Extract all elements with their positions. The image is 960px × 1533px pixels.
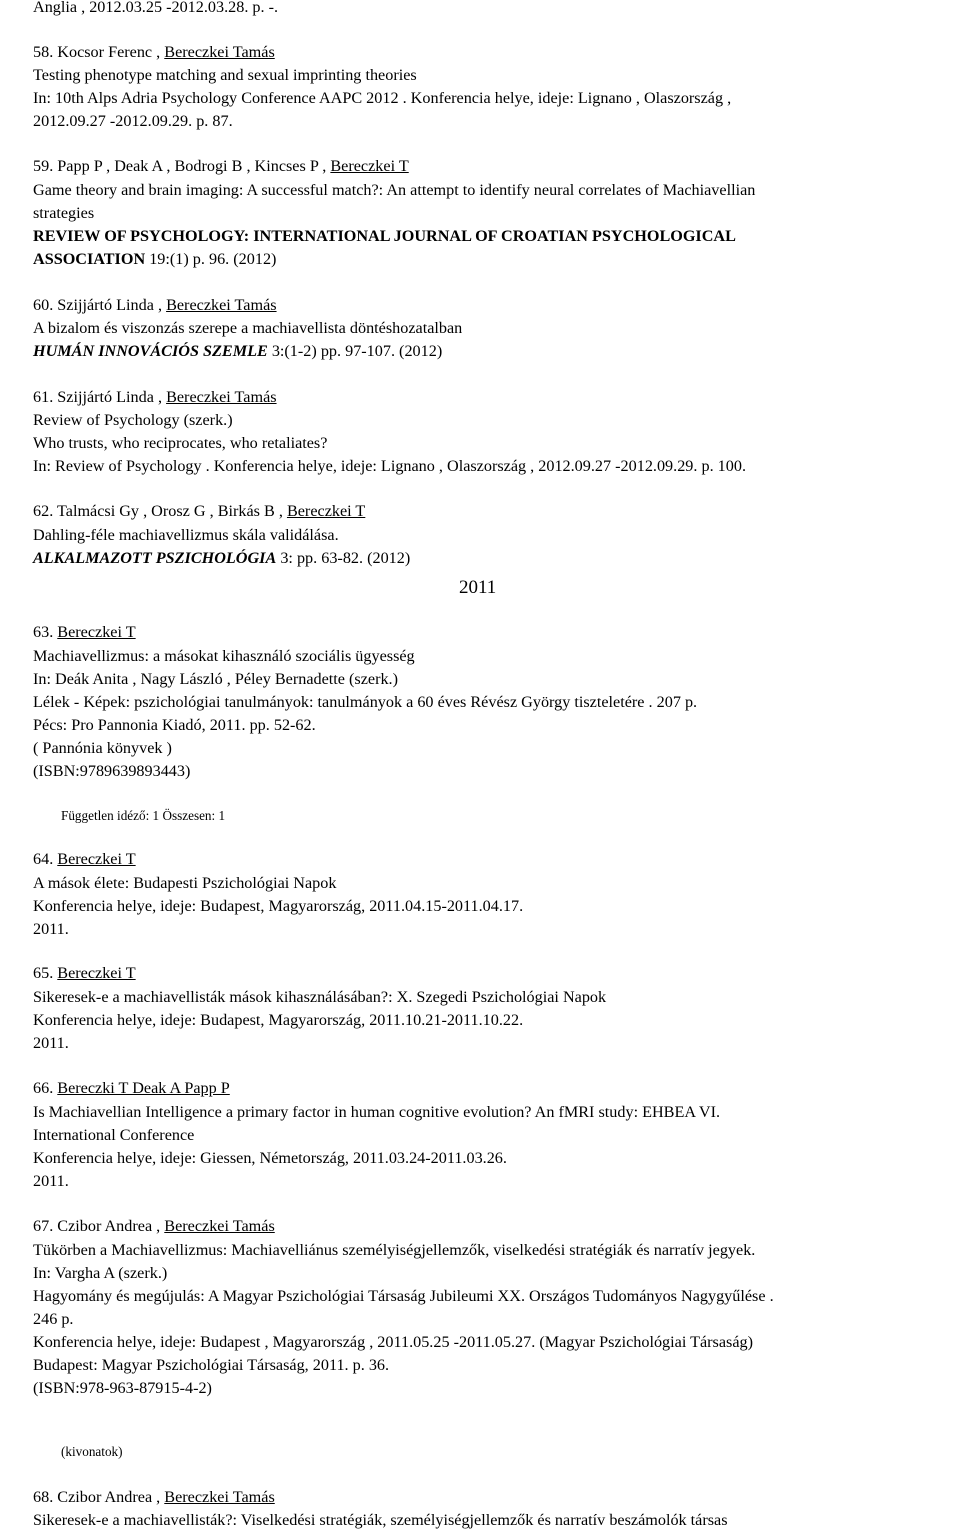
journal-name: HUMÁN INNOVÁCIÓS SZEMLE (33, 342, 268, 360)
entry-59-header (33, 155, 409, 177)
author-list: Kocsor Ferenc , (57, 43, 161, 61)
author-link[interactable]: Bereczkei T (57, 623, 136, 641)
entry-number: 62. (33, 502, 54, 520)
entry-number: 68. (33, 1488, 54, 1506)
entry-65-year: 2011. (33, 1034, 69, 1052)
entry-number: 58. (33, 43, 54, 61)
entry-61-header (33, 386, 277, 408)
entry-65-venue: Konferencia helye, ideje: Budapest, Magyarország, 2011.10.21-2011.10.22. (33, 1011, 524, 1029)
author-link[interactable]: Bereczkei T (57, 850, 136, 868)
entry-number: 66. (33, 1079, 54, 1097)
author-list: Szijjártó Linda , (57, 296, 163, 314)
entry-67-editors: In: Vargha A (szerk.) (33, 1264, 168, 1282)
author-link[interactable]: Bereczkei T (286, 502, 366, 520)
author-link[interactable]: Bereczkei Tamás (164, 1217, 275, 1235)
entry-59-title-cont: strategies (33, 204, 95, 222)
entry-67-venue: Konferencia helye, ideje: Budapest , Magyarország , 2011.05.25 -2011.05.27. (Magyar Pszichológiai Társaság) (33, 1333, 753, 1351)
entry-67-book: Hagyomány és megújulás: A Magyar Pszichológiai Társaság Jubileumi XX. Országos Tudományos Nagygyűlése . (33, 1287, 774, 1305)
entry-60-journal (33, 340, 442, 362)
entry-66-venue: Konferencia helye, ideje: Giessen, Németország, 2011.03.24-2011.03.26. (33, 1149, 507, 1167)
entry-67-title: Tükörben a Machiavellizmus: Machiavelliánus személyiségjellemzők, viselkedési stratégiák és narratív jegyek. (33, 1241, 756, 1259)
entry-59-journal: REVIEW OF PSYCHOLOGY: INTERNATIONAL JOURNAL OF CROATIAN PSYCHOLOGICAL (33, 227, 736, 245)
entry-58-title: Testing phenotype matching and sexual imprinting theories (33, 66, 417, 84)
entry-67-book-cont: 246 p. (33, 1310, 74, 1328)
author-link[interactable]: Bereczkei T (57, 964, 136, 982)
author-list: Talmácsi Gy , Orosz G , Birkás B , (57, 502, 283, 520)
journal-details: 3: pp. 63-82. (2012) (280, 549, 411, 567)
entry-62-header (33, 500, 365, 522)
continued-venue-line: Anglia , 2012.03.25 -2012.03.28. p. -. (33, 0, 279, 16)
entry-63-book: Lélek - Képek: pszichológiai tanulmányok: tanulmányok a 60 éves Révész György tiszteletére . 207 p. (33, 693, 698, 711)
author-list: Czibor Andrea , (57, 1217, 161, 1235)
journal-name: ALKALMAZOTT PSZICHOLÓGIA (33, 549, 277, 567)
entry-63-isbn: (ISBN:9789639893443) (33, 762, 191, 780)
entry-number: 59. (33, 157, 54, 175)
entry-63-title: Machiavellizmus: a másokat kihasználó szociális ügyesség (33, 647, 415, 665)
entry-64-title: A mások élete: Budapesti Pszichológiai Napok (33, 874, 337, 892)
author-list: Papp P , Deak A , Bodrogi B , Kincses P , (57, 157, 327, 175)
entry-59-title: Game theory and brain imaging: A successful match?: An attempt to identify neural correlates of Machiavellian (33, 181, 756, 199)
entry-65-title: Sikeresek-e a machiavellisták mások kihasználásában?: X. Szegedi Pszichológiai Napok (33, 988, 607, 1006)
entry-number: 60. (33, 296, 54, 314)
entry-60-title: A bizalom és viszonzás szerepe a machiavellista döntéshozatalban (33, 319, 463, 337)
entry-63-citations: Független idéző: 1 Összesen: 1 (61, 808, 226, 823)
entry-66-header (33, 1077, 230, 1099)
entry-66-title-cont: International Conference (33, 1126, 195, 1144)
entry-68-header (33, 1486, 275, 1508)
journal-name: ASSOCIATION (33, 250, 146, 268)
entry-68-title: Sikeresek-e a machiavellisták?: Viselkedési stratégiák, személyiségjellemzők és narratív beszámolók társas (33, 1511, 728, 1529)
entry-67-note: (kivonatok) (61, 1444, 123, 1459)
entry-64-year: 2011. (33, 920, 69, 938)
entry-58-header (33, 41, 275, 63)
entry-65-header (33, 962, 136, 984)
journal-details: 19:(1) p. 96. (2012) (149, 250, 277, 268)
author-list: Czibor Andrea , (57, 1488, 161, 1506)
entry-63-header (33, 621, 136, 643)
entry-number: 67. (33, 1217, 54, 1235)
entry-64-venue: Konferencia helye, ideje: Budapest, Magyarország, 2011.04.15-2011.04.17. (33, 897, 524, 915)
entry-60-header (33, 294, 277, 316)
entry-58-venue-cont: 2012.09.27 -2012.09.29. p. 87. (33, 112, 233, 130)
entry-58-venue: In: 10th Alps Adria Psychology Conference AAPC 2012 . Konferencia helye, ideje: Lignano , Olaszország , (33, 89, 732, 107)
author-list: Szijjártó Linda , (57, 388, 163, 406)
entry-61-title: Who trusts, who reciprocates, who retaliates? (33, 434, 328, 452)
journal-details: 3:(1-2) pp. 97-107. (2012) (271, 342, 443, 360)
author-link[interactable]: Bereczkei T (330, 157, 409, 175)
author-link[interactable]: Bereczkei Tamás (164, 1488, 275, 1506)
entry-63-publisher: Pécs: Pro Pannonia Kiadó, 2011. pp. 52-62. (33, 716, 316, 734)
entry-67-isbn: (ISBN:978-963-87915-4-2) (33, 1379, 212, 1397)
year-heading: 2011 (459, 577, 497, 598)
entry-63-series: ( Pannónia könyvek ) (33, 739, 172, 757)
entry-number: 63. (33, 623, 54, 641)
entry-62-journal (33, 547, 410, 569)
entry-66-year: 2011. (33, 1172, 69, 1190)
entry-66-title: Is Machiavellian Intelligence a primary factor in human cognitive evolution? An fMRI study: EHBEA VI. (33, 1103, 721, 1121)
author-link[interactable]: Bereczki T Deak A Papp P (57, 1079, 230, 1097)
entry-59-journal-cont (33, 248, 276, 270)
entry-number: 61. (33, 388, 54, 406)
entry-67-publisher: Budapest: Magyar Pszichológiai Társaság, 2011. p. 36. (33, 1356, 390, 1374)
entry-67-header (33, 1215, 275, 1237)
author-link[interactable]: Bereczkei Tamás (164, 43, 275, 61)
author-link[interactable]: Bereczkei Tamás (166, 388, 277, 406)
entry-61-venue: In: Review of Psychology . Konferencia helye, ideje: Lignano , Olaszország , 2012.09.27 -2012.09.29. p. 100. (33, 457, 746, 475)
entry-61-editor: Review of Psychology (szerk.) (33, 411, 233, 429)
entry-number: 65. (33, 964, 54, 982)
entry-64-header (33, 848, 136, 870)
author-link[interactable]: Bereczkei Tamás (166, 296, 277, 314)
entry-62-title: Dahling-féle machiavellizmus skála validálása. (33, 526, 339, 544)
entry-number: 64. (33, 850, 54, 868)
entry-63-editors: In: Deák Anita , Nagy László , Péley Bernadette (szerk.) (33, 670, 398, 688)
